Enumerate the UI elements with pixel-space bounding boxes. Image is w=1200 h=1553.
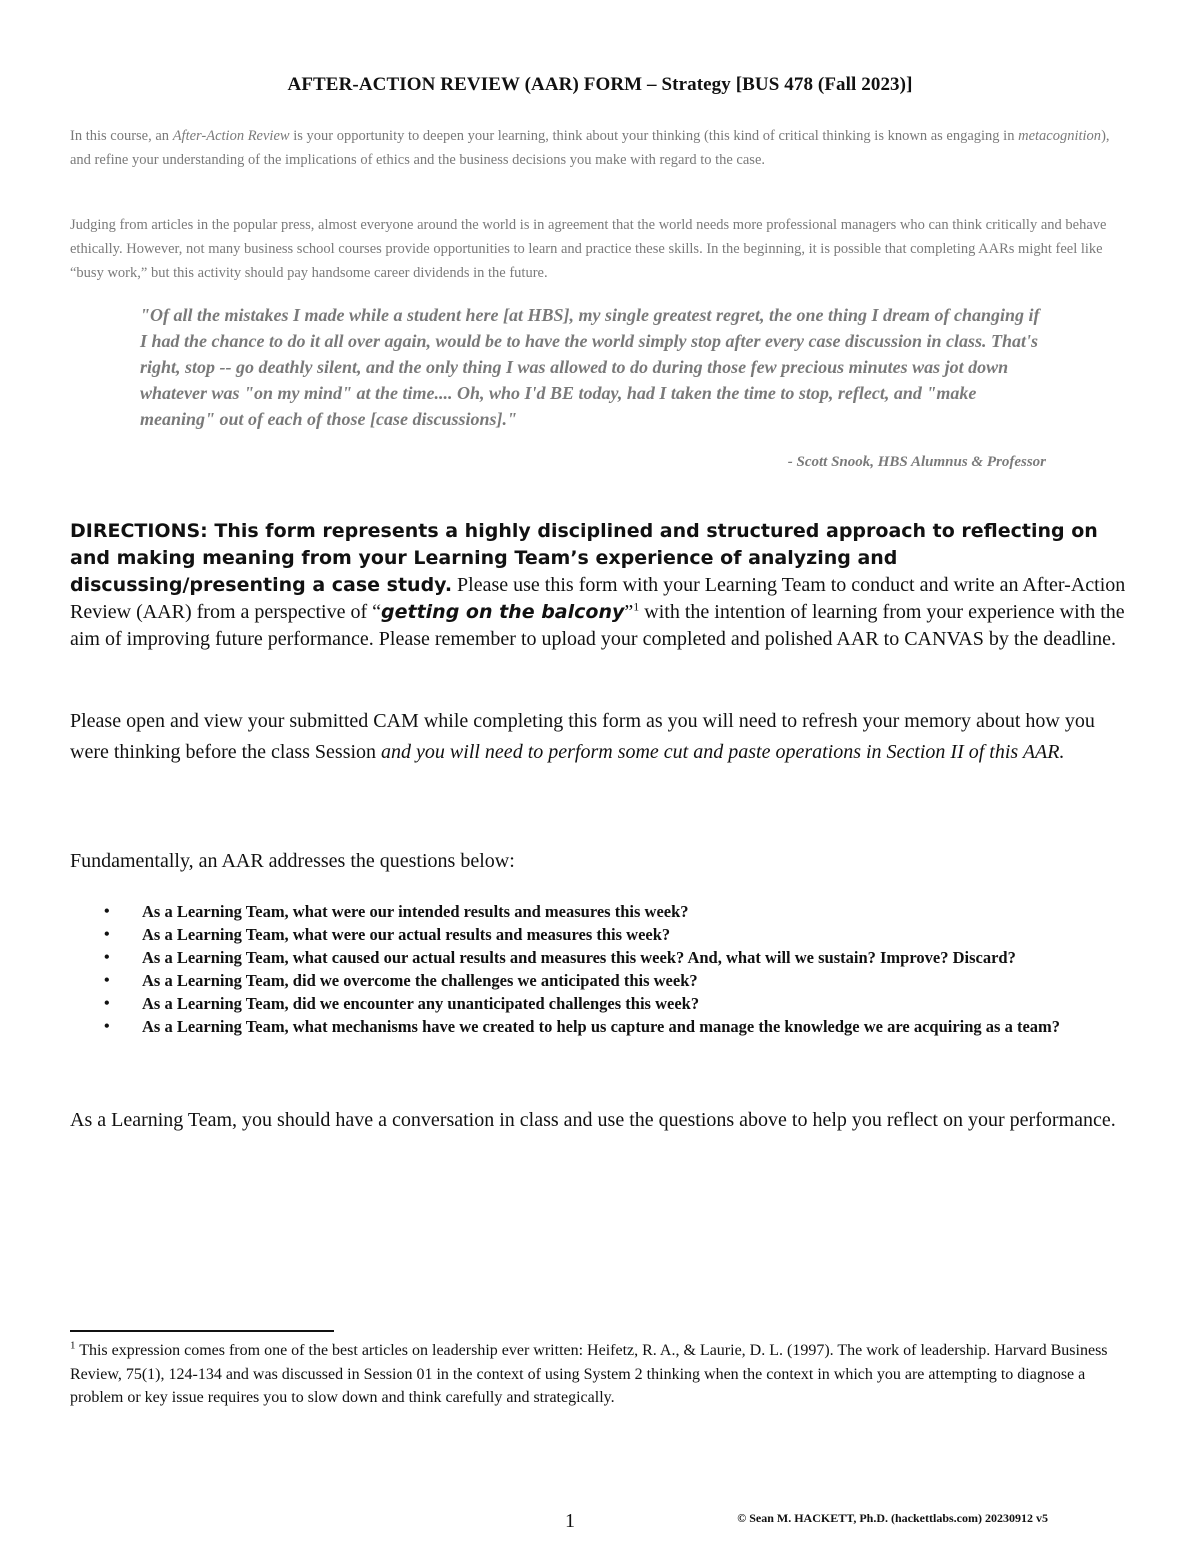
list-item: • As a Learning Team, what were our actual results and measures this week? bbox=[104, 925, 671, 944]
footnote-reference[interactable]: 1 bbox=[633, 599, 640, 614]
closing-paragraph: As a Learning Team, you should have a conversation in class and use the questions above to help you reflect on your performance. bbox=[70, 1109, 1116, 1131]
footnote-divider bbox=[70, 1330, 334, 1332]
page-number: 1 bbox=[565, 1510, 575, 1532]
fundamentally-line: Fundamentally, an AAR addresses the questions below: bbox=[70, 850, 515, 872]
quote-attribution: - Scott Snook, HBS Alumnus & Professor bbox=[787, 454, 1046, 470]
footnote: $^1$ This expression comes from one of the best articles on leadership ever written: Heifetz, R. A., & Laurie, D. L. (1997). The work of leadership. Harvard Business Review, 75(1), 124-134 and was discussed in Session 01 in the context of using System 2 thinking when the context in which you are attempting to diagnose a problem or key issue requires you to slow down and think carefully and strategically. bbox=[70, 1339, 1108, 1406]
list-item: • As a Learning Team, what were our intended results and measures this week? bbox=[104, 902, 689, 921]
aar-questions-list bbox=[70, 900, 1130, 1038]
aar-term: After-Action Review bbox=[172, 128, 290, 144]
bullet-icon: • bbox=[104, 995, 110, 1012]
list-item: • As a Learning Team, did we encounter any unanticipated challenges this week? bbox=[104, 994, 700, 1013]
bullet-icon: • bbox=[104, 949, 110, 966]
bullet-icon: • bbox=[104, 1018, 110, 1035]
cam-paragraph: Please open and view your submitted CAM while completing this form as you will need to refresh your memory about how you were thinking before the class Session and you will need to perform some cut and paste operations in Section II of this AAR. bbox=[70, 710, 1095, 763]
intro-paragraph-2: Judging from articles in the popular press, almost everyone around the world is in agreement that the world needs more professional managers who can think critically and behave ethically. However, not many business school courses provide opportunities to learn and practice these skills. In the beginning, it is possible that completing AARs might feel like “busy work,” but this activity should pay handsome career dividends in the future. bbox=[70, 217, 1107, 281]
directions-paragraph: DIRECTIONS: This form represents a highly disciplined and structured approach to reflecting on and making meaning from your Learning Team’s experience of analyzing and discussing/presenting a case study. Please use this form with your Learning Team to conduct and write an After-Action Review (AAR) from a perspective of “getting on the balcony”$^1$ with the intention of learning from your experience with the aim of improving future performance. Please remember to upload your completed and polished AAR to CANVAS by the deadline. bbox=[70, 520, 1126, 650]
list-item: • As a Learning Team, did we overcome the challenges we anticipated this week? bbox=[104, 971, 698, 990]
bullet-icon: • bbox=[104, 903, 110, 920]
bullet-icon: • bbox=[104, 926, 110, 943]
list-item: • As a Learning Team, what caused our actual results and measures this week? And, what will we sustain? Improve? Discard? bbox=[104, 948, 1016, 967]
footnote-number: 1 bbox=[70, 1339, 76, 1352]
page-title: AFTER-ACTION REVIEW (AAR) FORM – Strategy [BUS 478 (Fall 2023)] bbox=[287, 74, 913, 95]
intro-paragraph-1: In this course, an After-Action Review is your opportunity to deepen your learning, think about your thinking (this kind of critical thinking is known as engaging in metacognition), and refine your understanding of the implications of ethics and the business decisions you make with regard to the case. bbox=[70, 128, 1110, 168]
metacognition-term: metacognition bbox=[1018, 128, 1102, 144]
snook-quote: "Of all the mistakes I made while a student here [at HBS], my single greatest regret, the one thing I dream of changing if I had the chance to do it all over again, would be to have the world simply stop after every case discussion in class. That's right, stop -- go deathly silent, and the only thing I was allowed to do during those few precious minutes was jot down whatever was "on my mind" at the time.... Oh, who I'd BE today, had I taken the time to stop, reflect, and "make meaning" out of each of those [case discussions]." bbox=[140, 305, 1040, 429]
cam-emphasis: and you will need to perform some cut and paste operations in Section II of this AAR. bbox=[381, 741, 1065, 763]
balcony-phrase: getting on the balcony bbox=[381, 601, 625, 623]
copyright-notice: © Sean M. HACKETT, Ph.D. (hackettlabs.com) 20230912 v5 bbox=[737, 1511, 1048, 1525]
list-item: • As a Learning Team, what mechanisms have we created to help us capture and manage the knowledge we are acquiring as a team? bbox=[104, 1017, 1061, 1036]
bullet-icon: • bbox=[104, 972, 110, 989]
directions-heading: DIRECTIONS: This form represents a highly disciplined and structured approach to reflecting on and making meaning from your Learning Team’s experience of analyzing and discussing/presenting a case study. bbox=[70, 520, 1098, 596]
